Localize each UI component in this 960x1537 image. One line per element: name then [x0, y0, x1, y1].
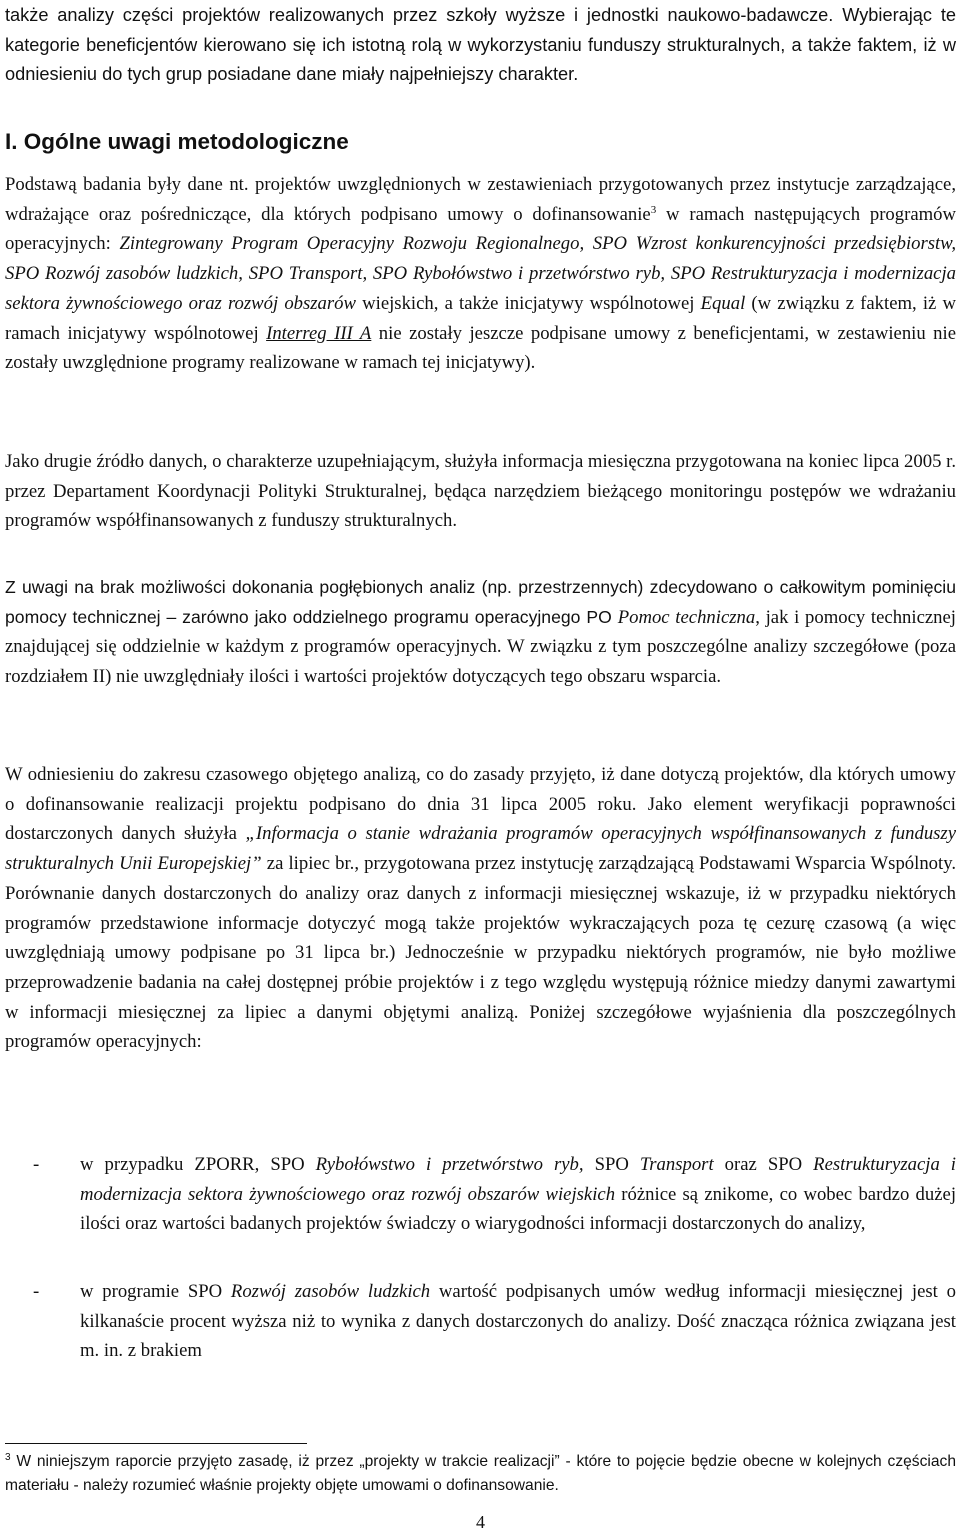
paragraph-time-scope: W odniesieniu do zakresu czasowego objętego analizą, co do zasady przyjęto, iż dane dotyczą projektów, dla których umowy o dofinansowanie realizacji projektu podpisano do dnia 31 lipca 2005 roku. Jako element weryfikacji poprawności dostarczonych danych służyła „Informacja o stanie wdrażania programów operacyjnych współfinansowanych z funduszy strukturalnych Unii Europejskiej” za lipiec br., przygotowana przez instytucję zarządzającą Podstawami Wsparcia Wspólnoty. Porównanie danych dostarczonych do analizy oraz danych z informacji miesięcznej wskazuje, iż w przypadku niektórych programów przedstawione informacje dotyczyć mogą także projektów wykraczających poza tę cezurę czasową (a więc uwzględniają umowy podpisane po 31 lipca br.) Jednocześnie w przypadku niektórych programów, nie było możliwe przeprowadzenie badania na całej dostępnej próbie projektów i z tego względu występują różnice miedzy danymi zawartymi w informacji miesięcznej za lipiec a danymi objętymi analizą. Poniżej szczegółowe wyjaśnienia dla poszczególnych programów operacyjnych: — [5, 764, 957, 1053]
paragraph-second-source: Jako drugie źródło danych, o charakterze uzupełniającym, służyła informacja miesięczna przygotowana na koniec lipca 2005 r. przez Departament Koordynacji Polityki Strukturalnej, będąca narzędziem bieżącego monitoringu postępów we wdrażaniu programów współfinansowanych z funduszy strukturalnych. — [5, 451, 956, 532]
list-item-text: w programie SPO Rozwój zasobów ludzkich wartość podpisanych umów według informacji miesięcznej jest o kilkanaście procent wyższa niż to wynika z danych dostarczonych do analizy. Dość znacząca różnica związana jest m. in. z brakiem — [80, 1281, 956, 1362]
paragraph-technical-assistance: Z uwagi na brak możliwości dokonania pogłębionych analiz (np. przestrzennych) zdecydowano o całkowitym pominięciu pomocy technicznej – zarówno jako oddzielnego programu operacyjnego PO Pomoc techniczna, jak i pomocy technicznej znajdującej się oddzielnie w każdym z programów operacyjnych. W związku z tym poszczególne analizy szczegółowe (poza rozdziałem II) nie uwzględniały ilości i wartości projektów dotyczących tego obszaru wsparcia. — [5, 577, 957, 688]
list-item-text: w przypadku ZPORR, SPO Rybołówstwo i przetwórstwo ryb, SPO Transport oraz SPO Restrukturyzacja i modernizacja sektora żywnościowego oraz rozwój obszarów wiejskich różnice są znikome, co wobec bardzo dużej ilości oraz wartości badanych projektów świadczy o wiarygodności informacji dostarczonych do analizy, — [80, 1154, 957, 1235]
list-dash: - — [33, 1154, 40, 1175]
footnote-ref-3[interactable]: 3 — [650, 203, 657, 216]
footnote: $^3$ W niniejszym raporcie przyjęto zasadę, iż przez „projekty w trakcie realizacji” - które to pojęcie będzie obecne w kolejnych częściach materiału - należy rozumieć właśnie projekty objęte umowami o dofinansowanie. — [5, 1451, 956, 1494]
page-number: 4 — [476, 1512, 485, 1532]
intro-paragraph: także analizy części projektów realizowanych przez szkoły wyższe i jednostki naukowo-badawcze. Wybierając te kategorie beneficjentów kierowano się ich istotną rolą w wykorzystaniu funduszy strukturalnych, a także faktem, iż w odniesieniu do tych grup posiadane dane miały najpełniejszy charakter. — [5, 5, 956, 85]
list-dash: - — [33, 1281, 40, 1302]
section-heading: I. Ogólne uwagi metodologiczne — [5, 129, 349, 154]
footnote-separator — [5, 1443, 307, 1444]
footnote-number: 3 — [5, 1451, 11, 1463]
paragraph-data-basis: Podstawą badania były dane nt. projektów uwzględnionych w zestawieniach przygotowanych przez instytucje zarządzające, wdrażające oraz pośredniczące, dla których podpisano umowy o dofinansowanie$^3$ w ramach następujących programów operacyjnych: Zintegrowany Program Operacyjny Rozwoju Regionalnego, SPO Wzrost konkurencyjności przedsiębiorstw, SPO Rozwój zasobów ludzkich, SPO Transport, SPO Rybołówstwo i przetwórstwo ryb, SPO Restrukturyzacja i modernizacja sektora żywnościowego oraz rozwój obszarów wiejskich, a także inicjatywy wspólnotowej Equal (w związku z faktem, iż w ramach inicjatywy wspólnotowej Interreg III A nie zostały jeszcze podpisane umowy z beneficjentami, w zestawieniu nie zostały uwzględnione programy realizowane w ramach tej inicjatywy). — [5, 174, 957, 374]
